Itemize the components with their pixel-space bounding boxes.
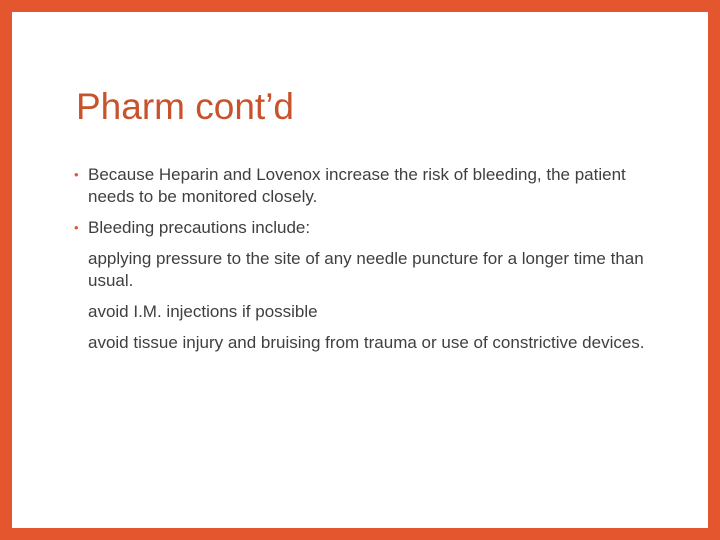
bullet-text: Bleeding precautions include: xyxy=(88,218,311,237)
sub-item: applying pressure to the site of any needle puncture for a longer time than usual. xyxy=(88,249,644,290)
slide-content xyxy=(74,164,674,363)
bullet-dot-icon: • xyxy=(74,167,79,182)
sub-item: avoid tissue injury and bruising from trauma or use of constrictive devices. xyxy=(88,333,645,352)
sub-item: avoid I.M. injections if possible xyxy=(88,302,318,321)
bullet-text: Because Heparin and Lovenox increase the risk of bleeding, the patient needs to be monitored closely. xyxy=(88,165,626,206)
bullet-dot-icon: • xyxy=(74,220,79,235)
slide-title: Pharm cont’d xyxy=(76,86,294,127)
slide xyxy=(12,12,708,528)
bullet-item xyxy=(74,217,674,239)
bullet-item xyxy=(74,164,674,208)
